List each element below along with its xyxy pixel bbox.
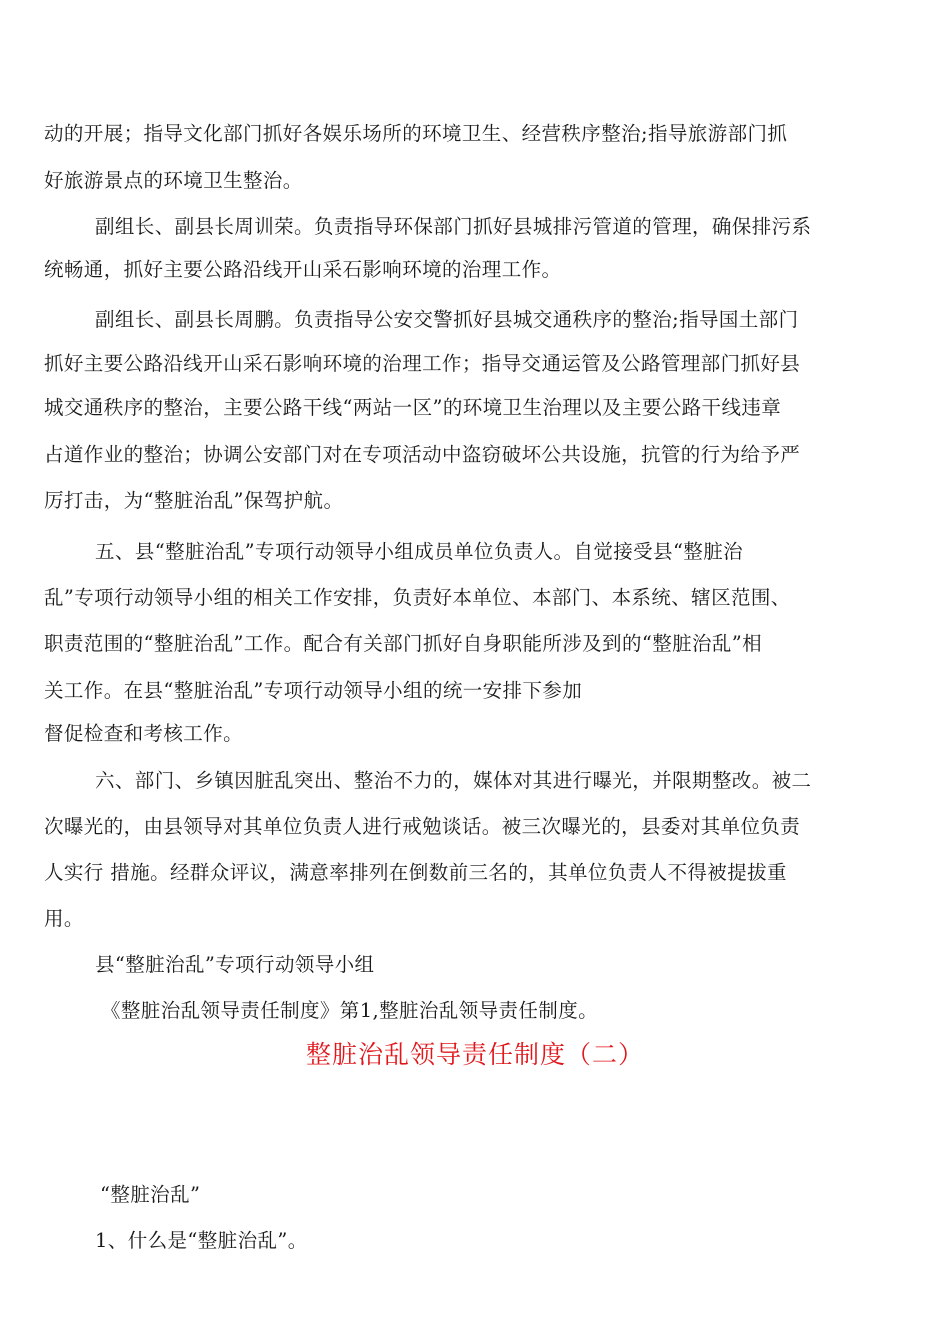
list-item: 1、什么是“整脏治乱”。 xyxy=(95,1229,308,1252)
paragraph-line: 乱”专项行动领导小组的相关工作安排，负责好本单位、本部门、本系统、辖区范围、 xyxy=(44,586,791,609)
paragraph-line: 抓好主要公路沿线开山采石影响环境的治理工作；指导交通运管及公路管理部门抓好县 xyxy=(44,352,801,375)
section-title: 整脏治乱领导责任制度（二） xyxy=(305,1040,644,1069)
paragraph-line: 职责范围的“整脏治乱”工作。配合有关部门抓好自身职能所涉及到的“整脏治乱”相 xyxy=(44,632,763,655)
paragraph-line: 副组长、副县长周训荣。负责指导环保部门抓好县城排污管道的管理，确保排污系 xyxy=(95,215,812,238)
paragraph-line: 占道作业的整治；协调公安部门对在专项活动中盗窃破坏公共设施，抗管的行为给予严 xyxy=(44,443,801,466)
paragraph-line: 《整脏治乱领导责任制度》第1,整脏治乱领导责任制度。 xyxy=(101,999,599,1022)
paragraph-line: 关工作。在县“整脏治乱”专项行动领导小组的统一安排下参加 xyxy=(44,679,583,702)
paragraph-line: 好旅游景点的环境卫生整治。 xyxy=(44,169,303,192)
paragraph-line: 五、县“整脏治乱”专项行动领导小组成员单位负责人。自觉接受县“整脏治 xyxy=(95,540,744,563)
paragraph-line: 次曝光的，由县领导对其单位负责人进行戒勉谈话。被三次曝光的，县委对其单位负责 xyxy=(44,815,801,838)
paragraph-line: 城交通秩序的整治，主要公路干线“两站一区”的环境卫生治理以及主要公路干线违章 xyxy=(44,396,782,419)
paragraph-line: 六、部门、乡镇因脏乱突出、整治不力的，媒体对其进行曝光，并限期整改。被二 xyxy=(95,769,812,792)
paragraph-line: 副组长、副县长周鹏。负责指导公安交警抓好县城交通秩序的整治;指导国土部门 xyxy=(95,308,799,331)
signature-line: 县“整脏治乱”专项行动领导小组 xyxy=(95,953,375,976)
paragraph-line: 用。 xyxy=(44,907,84,930)
paragraph-line: 人实行 措施。经群众评议，满意率排列在倒数前三名的，其单位负责人不得被提拔重 xyxy=(44,861,787,884)
paragraph-line: 统畅通，抓好主要公路沿线开山采石影响环境的治理工作。 xyxy=(44,258,562,281)
subheading: “整脏治乱” xyxy=(100,1183,201,1206)
paragraph-line: 厉打击，为“整脏治乱”保驾护航。 xyxy=(44,489,344,512)
paragraph-line: 动的开展；指导文化部门抓好各娱乐场所的环境卫生、经营秩序整治;指导旅游部门抓 xyxy=(44,122,788,145)
paragraph-line: 督促检查和考核工作。 xyxy=(44,722,244,745)
